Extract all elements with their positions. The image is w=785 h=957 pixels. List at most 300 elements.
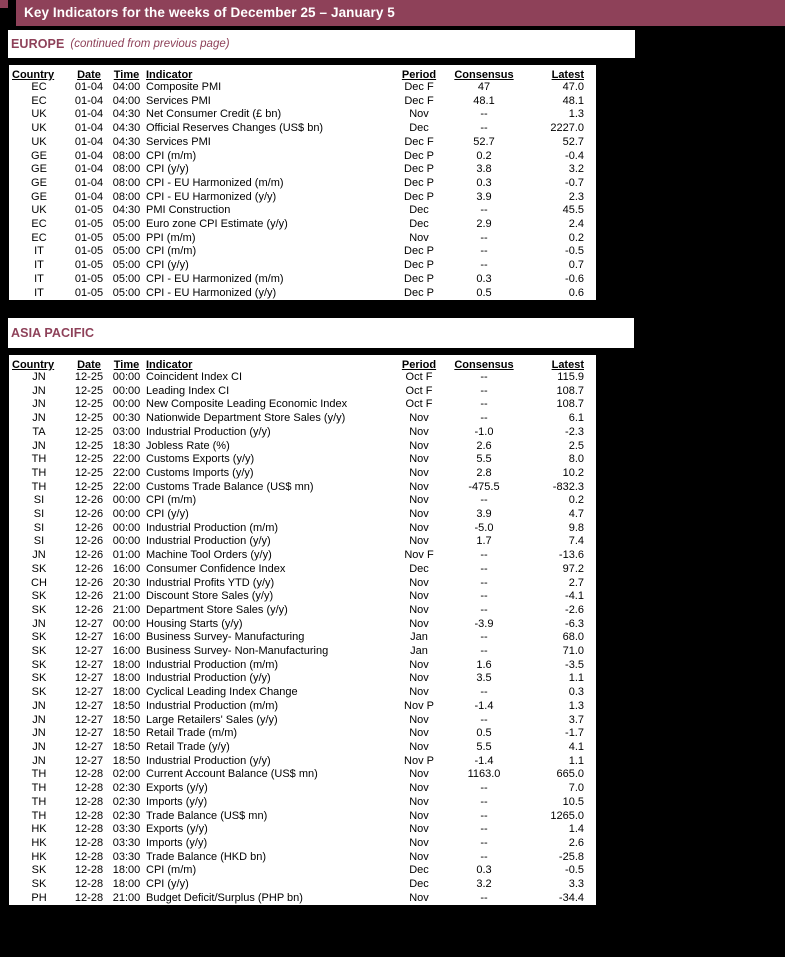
cell-country: SK: [31, 864, 47, 877]
cell-consensus: -475.5: [468, 480, 500, 493]
cell-country: TA: [32, 425, 46, 438]
cell-time: 00:00: [112, 371, 141, 383]
cell-time: 03:30: [112, 836, 141, 849]
cell-country: SK: [31, 672, 47, 685]
cell-country: PH: [31, 891, 47, 904]
cell-country: TH: [31, 782, 47, 795]
cell-period: Dec P: [404, 163, 434, 176]
cell-time: 18:50: [112, 754, 141, 767]
table-row: [9, 259, 596, 273]
cell-consensus: 2.6: [476, 439, 492, 452]
cell-latest: 4.7: [568, 508, 584, 521]
cell-indicator: CPI - EU Harmonized (y/y): [146, 190, 277, 203]
cell-date: 01-04: [74, 108, 104, 121]
cell-period: Dec P: [404, 286, 434, 299]
cell-latest: 0.2: [568, 494, 584, 507]
table-row: [9, 604, 596, 618]
cell-country: HK: [31, 836, 47, 849]
cell-time: 08:00: [112, 163, 141, 176]
table-row: [9, 508, 596, 522]
cell-indicator: Industrial Production (m/m): [146, 521, 279, 534]
cell-indicator: Services PMI: [146, 135, 211, 148]
cell-date: 12-26: [74, 603, 104, 616]
cell-latest: 52.7: [562, 135, 584, 148]
cell-indicator: Machine Tool Orders (y/y): [146, 549, 272, 562]
cell-date: 01-04: [74, 94, 104, 107]
column-header-latest: Latest: [551, 69, 584, 81]
cell-indicator: Consumer Confidence Index: [146, 562, 286, 575]
cell-date: 12-25: [74, 439, 104, 452]
cell-date: 12-26: [74, 590, 104, 603]
cell-indicator: Exports (y/y): [146, 823, 208, 836]
table-row: [9, 122, 596, 136]
cell-indicator: CPI - EU Harmonized (m/m): [146, 176, 284, 189]
cell-date: 12-26: [74, 549, 104, 562]
cell-indicator: Nationwide Department Store Sales (y/y): [146, 412, 346, 425]
cell-country: TH: [31, 795, 47, 808]
cell-time: 00:00: [112, 494, 141, 507]
cell-indicator: Retail Trade (m/m): [146, 727, 238, 740]
cell-country: GE: [31, 163, 47, 176]
cell-latest: -0.7: [565, 176, 584, 189]
cell-date: 12-28: [74, 878, 104, 891]
column-header-consensus: Consensus: [454, 69, 514, 81]
cell-indicator: Cyclical Leading Index Change: [146, 686, 298, 699]
table-row: [9, 837, 596, 851]
cell-latest: 1.1: [568, 754, 584, 767]
cell-period: Nov: [409, 891, 429, 904]
table-row: [9, 398, 596, 412]
cell-date: 12-28: [74, 823, 104, 836]
cell-latest: 3.3: [568, 878, 584, 891]
cell-consensus: --: [480, 245, 488, 258]
cell-indicator: Industrial Production (y/y): [146, 425, 271, 438]
table-row: [9, 727, 596, 741]
cell-country: SK: [31, 603, 47, 616]
cell-time: 18:50: [112, 740, 141, 753]
cell-period: Nov: [409, 535, 429, 548]
table-row: [9, 577, 596, 591]
cell-latest: 1.3: [568, 108, 584, 121]
cell-period: Dec P: [404, 245, 434, 258]
cell-latest: 0.6: [568, 286, 584, 299]
cell-date: 12-27: [74, 672, 104, 685]
cell-consensus: 52.7: [473, 135, 495, 148]
column-header-indicator: Indicator: [146, 359, 193, 371]
cell-indicator: Retail Trade (y/y): [146, 740, 230, 753]
cell-indicator: PPI (m/m): [146, 231, 196, 244]
cell-latest: 1.3: [568, 699, 584, 712]
table-row: [9, 481, 596, 495]
cell-time: 00:00: [112, 535, 141, 548]
cell-country: JN: [32, 412, 46, 425]
cell-indicator: Customs Imports (y/y): [146, 466, 254, 479]
cell-period: Nov: [409, 727, 429, 740]
cell-consensus: 3.9: [476, 508, 492, 521]
cell-consensus: 0.3: [476, 864, 492, 877]
europe-indicators-table: [9, 65, 596, 300]
cell-period: Dec: [409, 562, 429, 575]
cell-indicator: CPI (y/y): [146, 508, 189, 521]
cell-period: Nov: [409, 686, 429, 699]
cell-time: 04:30: [112, 122, 141, 135]
cell-country: IT: [34, 286, 44, 299]
cell-time: 22:00: [112, 466, 141, 479]
table-row: [9, 796, 596, 810]
cell-country: EC: [31, 218, 47, 231]
column-header-time: Time: [113, 69, 140, 81]
table-row: [9, 150, 596, 164]
cell-time: 04:00: [112, 81, 141, 93]
cell-indicator: Composite PMI: [146, 81, 222, 93]
cell-latest: 1.4: [568, 823, 584, 836]
cell-latest: 1.1: [568, 672, 584, 685]
cell-date: 12-28: [74, 864, 104, 877]
cell-consensus: --: [480, 823, 488, 836]
cell-latest: -0.5: [565, 245, 584, 258]
cell-period: Oct F: [405, 371, 433, 383]
table-row: [9, 245, 596, 259]
table-row: [9, 878, 596, 892]
cell-date: 12-28: [74, 850, 104, 863]
cell-period: Dec F: [404, 81, 434, 93]
cell-country: JN: [32, 371, 46, 383]
cell-time: 00:00: [112, 617, 141, 630]
cell-time: 04:30: [112, 108, 141, 121]
cell-period: Dec F: [404, 94, 434, 107]
cell-period: Nov: [409, 795, 429, 808]
column-header-indicator: Indicator: [146, 69, 193, 81]
cell-consensus: 1163.0: [467, 768, 501, 781]
cell-country: JN: [32, 713, 46, 726]
cell-time: 01:00: [112, 549, 141, 562]
cell-country: GE: [31, 149, 47, 162]
cell-date: 12-28: [74, 836, 104, 849]
cell-date: 12-26: [74, 535, 104, 548]
cell-time: 04:30: [112, 204, 141, 217]
table-row: [9, 81, 596, 95]
cell-consensus: --: [480, 645, 488, 658]
cell-consensus: 47: [477, 81, 491, 93]
cell-country: TH: [31, 768, 47, 781]
table-row: [9, 782, 596, 796]
table-row: [9, 522, 596, 536]
cell-consensus: 1.7: [476, 535, 492, 548]
cell-consensus: --: [480, 713, 488, 726]
cell-indicator: Industrial Profits YTD (y/y): [146, 576, 275, 589]
cell-period: Dec P: [404, 149, 434, 162]
cell-consensus: --: [480, 494, 488, 507]
cell-country: EC: [31, 81, 47, 93]
cell-country: JN: [32, 754, 46, 767]
cell-date: 01-04: [74, 176, 104, 189]
accent-square: [0, 0, 8, 8]
table-row: [9, 768, 596, 782]
cell-date: 12-27: [74, 699, 104, 712]
cell-time: 02:30: [112, 795, 141, 808]
cell-consensus: --: [480, 108, 488, 121]
cell-indicator: Customs Trade Balance (US$ mn): [146, 480, 314, 493]
cell-consensus: --: [480, 891, 488, 904]
cell-consensus: 2.9: [476, 218, 492, 231]
cell-period: Dec P: [404, 190, 434, 203]
cell-latest: 3.2: [568, 163, 584, 176]
cell-indicator: Customs Exports (y/y): [146, 453, 255, 466]
cell-consensus: --: [480, 795, 488, 808]
table-row: [9, 108, 596, 122]
cell-period: Nov: [409, 108, 429, 121]
cell-indicator: Exports (y/y): [146, 782, 208, 795]
cell-time: 04:00: [112, 94, 141, 107]
cell-indicator: Official Reserves Changes (US$ bn): [146, 122, 324, 135]
cell-consensus: --: [480, 384, 488, 397]
cell-country: EC: [31, 94, 47, 107]
cell-period: Nov P: [404, 754, 434, 767]
cell-indicator: Leading Index CI: [146, 384, 230, 397]
cell-country: UK: [31, 108, 47, 121]
cell-time: 21:00: [112, 603, 141, 616]
cell-consensus: -1.4: [474, 699, 494, 712]
cell-time: 08:00: [112, 149, 141, 162]
asia-pacific-indicators-table-panel: [8, 354, 597, 906]
section-subtitle-europe: (continued from previous page): [70, 38, 230, 50]
cell-time: 16:00: [112, 645, 141, 658]
cell-indicator: Discount Store Sales (y/y): [146, 590, 274, 603]
cell-latest: 1265.0: [550, 809, 584, 822]
cell-time: 05:00: [112, 218, 141, 231]
table-row: [9, 645, 596, 659]
column-header-date: Date: [77, 359, 101, 371]
cell-country: JN: [32, 727, 46, 740]
cell-consensus: --: [480, 631, 488, 644]
table-row: [9, 851, 596, 865]
cell-date: 12-27: [74, 686, 104, 699]
cell-time: 08:00: [112, 176, 141, 189]
cell-time: 02:30: [112, 782, 141, 795]
cell-period: Dec: [409, 878, 429, 891]
cell-latest: -6.3: [565, 617, 584, 630]
cell-country: TH: [31, 453, 47, 466]
cell-period: Jan: [410, 645, 428, 658]
cell-time: 18:00: [112, 686, 141, 699]
column-header-period: Period: [401, 69, 437, 81]
cell-period: Dec: [409, 122, 429, 135]
table-row: [9, 494, 596, 508]
cell-time: 22:00: [112, 480, 141, 493]
cell-country: JN: [32, 617, 46, 630]
cell-time: 05:00: [112, 286, 141, 299]
cell-date: 12-27: [74, 617, 104, 630]
cell-latest: 3.7: [568, 713, 584, 726]
cell-consensus: --: [480, 836, 488, 849]
cell-period: Nov: [409, 836, 429, 849]
column-header-consensus: Consensus: [454, 359, 514, 371]
cell-indicator: CPI - EU Harmonized (m/m): [146, 272, 284, 285]
cell-period: Nov: [409, 823, 429, 836]
cell-date: 12-27: [74, 754, 104, 767]
table-row: [9, 412, 596, 426]
cell-country: SI: [33, 494, 45, 507]
table-row: [9, 892, 596, 906]
cell-time: 16:00: [112, 562, 141, 575]
cell-indicator: Coincident Index CI: [146, 371, 242, 383]
cell-time: 03:30: [112, 823, 141, 836]
cell-time: 18:30: [112, 439, 141, 452]
cell-consensus: --: [480, 850, 488, 863]
cell-consensus: --: [480, 122, 488, 135]
table-row: [9, 440, 596, 454]
cell-latest: 108.7: [556, 384, 584, 397]
cell-country: JN: [32, 549, 46, 562]
section-header-asia-pacific: [8, 318, 634, 348]
cell-country: HK: [31, 850, 47, 863]
table-row: [9, 287, 596, 301]
cell-latest: -0.4: [565, 149, 584, 162]
cell-consensus: --: [480, 259, 488, 272]
cell-indicator: Services PMI: [146, 94, 211, 107]
cell-date: 01-05: [74, 218, 104, 231]
cell-date: 01-04: [74, 122, 104, 135]
cell-country: TH: [31, 809, 47, 822]
cell-indicator: Imports (y/y): [146, 795, 208, 808]
table-row: [9, 371, 596, 385]
cell-country: CH: [31, 576, 47, 589]
cell-period: Nov: [409, 453, 429, 466]
cell-consensus: 3.2: [476, 878, 492, 891]
cell-consensus: 1.6: [476, 658, 492, 671]
cell-country: JN: [32, 439, 46, 452]
cell-date: 12-26: [74, 576, 104, 589]
cell-date: 12-27: [74, 631, 104, 644]
cell-time: 05:00: [112, 259, 141, 272]
table-row: [9, 810, 596, 824]
cell-period: Nov: [409, 231, 429, 244]
cell-latest: 108.7: [556, 398, 584, 411]
cell-latest: 0.7: [568, 259, 584, 272]
section-title-asia-pacific: ASIA PACIFIC: [11, 326, 95, 340]
cell-consensus: --: [480, 686, 488, 699]
cell-consensus: --: [480, 603, 488, 616]
cell-date: 01-05: [74, 259, 104, 272]
cell-latest: 45.5: [562, 204, 584, 217]
cell-indicator: CPI (m/m): [146, 245, 197, 258]
table-row: [9, 741, 596, 755]
cell-country: TH: [31, 480, 47, 493]
cell-date: 12-28: [74, 768, 104, 781]
cell-time: 21:00: [112, 891, 141, 904]
cell-country: JN: [32, 699, 46, 712]
cell-time: 18:50: [112, 699, 141, 712]
cell-country: SK: [31, 590, 47, 603]
cell-latest: 71.0: [562, 645, 584, 658]
cell-consensus: 0.3: [476, 272, 492, 285]
cell-period: Nov: [409, 603, 429, 616]
cell-consensus: --: [480, 562, 488, 575]
cell-consensus: 3.5: [476, 672, 492, 685]
cell-latest: 6.1: [568, 412, 584, 425]
cell-date: 12-27: [74, 645, 104, 658]
cell-date: 12-25: [74, 453, 104, 466]
cell-consensus: 5.5: [476, 740, 492, 753]
cell-date: 01-05: [74, 204, 104, 217]
cell-latest: 47.0: [562, 81, 584, 93]
cell-period: Dec F: [404, 135, 434, 148]
cell-time: 18:50: [112, 713, 141, 726]
table-row: [9, 177, 596, 191]
cell-country: SK: [31, 645, 47, 658]
cell-period: Nov: [409, 412, 429, 425]
table-row: [9, 426, 596, 440]
cell-latest: 115.9: [557, 371, 584, 383]
cell-indicator: Net Consumer Credit (£ bn): [146, 108, 282, 121]
cell-latest: -2.6: [565, 603, 584, 616]
cell-latest: -25.8: [558, 850, 584, 863]
cell-indicator: CPI (y/y): [146, 259, 189, 272]
cell-time: 00:00: [112, 398, 141, 411]
cell-date: 01-04: [74, 135, 104, 148]
cell-time: 00:00: [112, 384, 141, 397]
cell-time: 18:00: [112, 672, 141, 685]
cell-consensus: --: [480, 782, 488, 795]
cell-date: 01-04: [74, 81, 104, 93]
cell-indicator: CPI (m/m): [146, 864, 197, 877]
cell-indicator: CPI (y/y): [146, 878, 189, 891]
cell-period: Nov: [409, 672, 429, 685]
cell-country: SI: [33, 535, 45, 548]
cell-date: 12-25: [74, 466, 104, 479]
cell-country: SK: [31, 658, 47, 671]
cell-consensus: --: [480, 412, 488, 425]
cell-time: 18:50: [112, 727, 141, 740]
column-header-country: Country: [12, 359, 55, 371]
cell-date: 01-05: [74, 231, 104, 244]
cell-period: Nov: [409, 740, 429, 753]
cell-consensus: -5.0: [474, 521, 494, 534]
cell-indicator: PMI Construction: [146, 204, 231, 217]
cell-latest: 2.4: [568, 218, 584, 231]
cell-period: Nov: [409, 439, 429, 452]
cell-time: 00:00: [112, 521, 141, 534]
cell-date: 01-04: [74, 190, 104, 203]
cell-consensus: --: [480, 576, 488, 589]
cell-period: Nov P: [404, 699, 434, 712]
cell-latest: 9.8: [568, 521, 584, 534]
cell-period: Jan: [410, 631, 428, 644]
cell-period: Nov: [409, 617, 429, 630]
table-row: [9, 563, 596, 577]
page-title-bar: [16, 0, 785, 26]
table-row: [9, 864, 596, 878]
column-header-time: Time: [113, 359, 140, 371]
page-title: Key Indicators for the weeks of December 25 – January 5: [24, 5, 395, 20]
cell-consensus: --: [480, 371, 488, 383]
cell-country: GE: [31, 176, 47, 189]
europe-indicators-table-panel: [8, 64, 597, 301]
cell-indicator: Imports (y/y): [146, 836, 208, 849]
table-row: [9, 191, 596, 205]
cell-indicator: Current Account Balance (US$ mn): [146, 768, 318, 781]
cell-time: 20:30: [112, 576, 141, 589]
cell-period: Nov: [409, 658, 429, 671]
cell-time: 00:30: [112, 412, 141, 425]
cell-latest: 48.1: [562, 94, 584, 107]
cell-period: Nov F: [404, 549, 434, 562]
cell-latest: 0.3: [568, 686, 584, 699]
cell-date: 12-28: [74, 809, 104, 822]
cell-consensus: 48.1: [473, 94, 495, 107]
cell-indicator: CPI (y/y): [146, 163, 189, 176]
cell-date: 12-27: [74, 727, 104, 740]
